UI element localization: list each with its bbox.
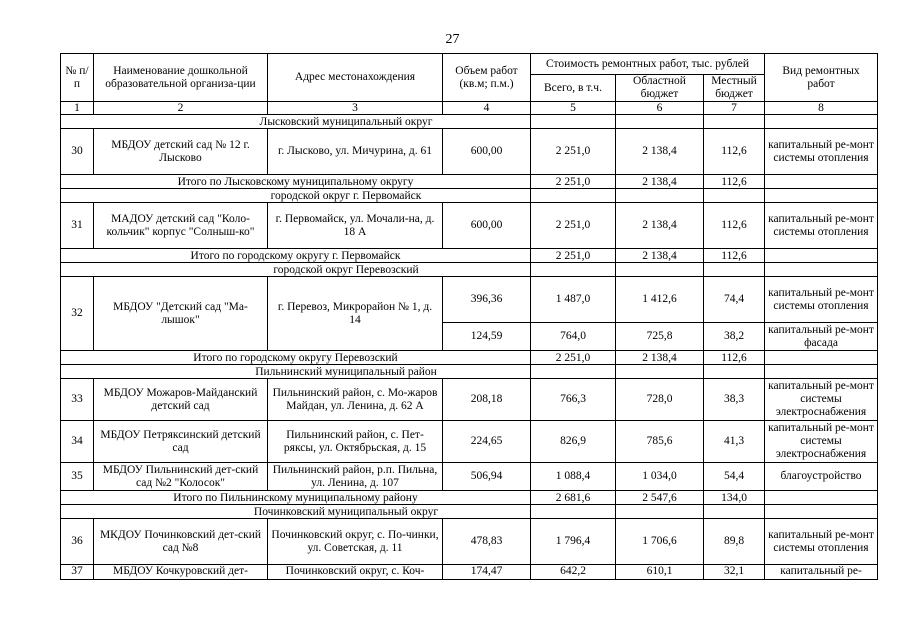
row-type: капитальный ре-монт системы отопления <box>765 277 878 323</box>
total-regional: 2 138,4 <box>616 249 704 263</box>
row-volume: 124,59 <box>443 323 531 351</box>
row-volume: 174,47 <box>443 565 531 580</box>
section-title-row <box>61 505 878 519</box>
total-row <box>61 249 878 263</box>
section-title-row <box>61 115 878 129</box>
header-name: Наименование дошкольной образовательной организа-ции <box>94 54 268 102</box>
row-name: МАДОУ детский сад "Коло-кольчик" корпус "Солныш-ко" <box>94 203 268 249</box>
total-sum: 2 251,0 <box>531 351 616 365</box>
row-no: 33 <box>61 379 94 421</box>
table-row <box>61 129 878 175</box>
total-local: 134,0 <box>704 491 765 505</box>
row-name: МБДОУ Пильнинский дет-ский сад №2 "Колосок" <box>94 463 268 491</box>
row-local: 41,3 <box>704 421 765 463</box>
row-address: Пильнинский район, с. Пет-ряксы, ул. Октябрьская, д. 15 <box>268 421 443 463</box>
row-no: 31 <box>61 203 94 249</box>
header-row <box>61 54 878 75</box>
section-title-row <box>61 189 878 203</box>
total-label: Итого по Лысковскому муниципальному округу <box>61 175 531 189</box>
row-volume: 600,00 <box>443 203 531 249</box>
colnum: 3 <box>268 102 443 115</box>
row-regional: 785,6 <box>616 421 704 463</box>
row-type: капитальный ре-монт системы электроснабжения <box>765 421 878 463</box>
total-label: Итого по городскому округу г. Первомайск <box>61 249 531 263</box>
total-local: 112,6 <box>704 249 765 263</box>
row-local: 38,2 <box>704 323 765 351</box>
section-title: Починковский муниципальный округ <box>61 505 531 519</box>
row-total: 2 251,0 <box>531 129 616 175</box>
row-name: МКДОУ Починковский дет-ский сад №8 <box>94 519 268 565</box>
row-regional: 1 034,0 <box>616 463 704 491</box>
row-address: г. Лысково, ул. Мичурина, д. 61 <box>268 129 443 175</box>
header-address: Адрес местонахождения <box>268 54 443 102</box>
row-volume: 396,36 <box>443 277 531 323</box>
row-name: МБДОУ Можаров-Майданский детский сад <box>94 379 268 421</box>
section-title: городской округ г. Первомайск <box>61 189 531 203</box>
row-name: МБДОУ Петряксинский детский сад <box>94 421 268 463</box>
colnum: 1 <box>61 102 94 115</box>
header-regional: Областной бюджет <box>616 75 704 102</box>
row-total: 826,9 <box>531 421 616 463</box>
table-row <box>61 519 878 565</box>
row-total: 2 251,0 <box>531 203 616 249</box>
row-no: 35 <box>61 463 94 491</box>
row-type: благоустройство <box>765 463 878 491</box>
total-sum: 2 251,0 <box>531 175 616 189</box>
section-title-row <box>61 263 878 277</box>
row-local: 89,8 <box>704 519 765 565</box>
row-name: МБДОУ "Детский сад "Ма-лышок" <box>94 277 268 351</box>
row-name: МБДОУ Кочкуровский дет- <box>94 565 268 580</box>
repair-works-table <box>60 53 878 580</box>
section-title-row <box>61 365 878 379</box>
row-type: капитальный ре- <box>765 565 878 580</box>
row-volume: 600,00 <box>443 129 531 175</box>
row-total: 1 088,4 <box>531 463 616 491</box>
row-volume: 208,18 <box>443 379 531 421</box>
row-local: 32,1 <box>704 565 765 580</box>
row-no: 32 <box>61 277 94 351</box>
row-type: капитальный ре-монт системы электроснабжения <box>765 379 878 421</box>
row-total: 1 487,0 <box>531 277 616 323</box>
header-local: Местный бюджет <box>704 75 765 102</box>
row-total: 642,2 <box>531 565 616 580</box>
row-total: 1 796,4 <box>531 519 616 565</box>
row-regional: 725,8 <box>616 323 704 351</box>
total-sum: 2 251,0 <box>531 249 616 263</box>
section-title: Лысковский муниципальный округ <box>61 115 531 129</box>
row-address: Пильнинский район, р.п. Пильна, ул. Ленина, д. 107 <box>268 463 443 491</box>
row-regional: 2 138,4 <box>616 129 704 175</box>
colnum: 4 <box>443 102 531 115</box>
row-address: Починковский округ, с. Коч- <box>268 565 443 580</box>
section-title: Пильнинский муниципальный район <box>61 365 531 379</box>
row-address: г. Первомайск, ул. Мочали-на, д. 18 А <box>268 203 443 249</box>
total-regional: 2 138,4 <box>616 175 704 189</box>
table-row <box>61 421 878 463</box>
row-local: 54,4 <box>704 463 765 491</box>
row-no: 36 <box>61 519 94 565</box>
row-local: 112,6 <box>704 203 765 249</box>
header-total: Всего, в т.ч. <box>531 75 616 102</box>
row-regional: 1 706,6 <box>616 519 704 565</box>
table-row <box>61 379 878 421</box>
row-volume: 478,83 <box>443 519 531 565</box>
row-regional: 610,1 <box>616 565 704 580</box>
total-label: Итого по городскому округу Перевозский <box>61 351 531 365</box>
table-row <box>61 463 878 491</box>
row-address: Пильнинский район, с. Мо-жаров Майдан, ул. Ленина, д. 62 А <box>268 379 443 421</box>
row-no: 30 <box>61 129 94 175</box>
row-local: 112,6 <box>704 129 765 175</box>
header-no: № п/п <box>61 54 94 102</box>
total-local: 112,6 <box>704 351 765 365</box>
table-row <box>61 203 878 249</box>
row-type: капитальный ре-монт системы отопления <box>765 129 878 175</box>
total-label: Итого по Пильнинскому муниципальному району <box>61 491 531 505</box>
row-total: 764,0 <box>531 323 616 351</box>
row-local: 74,4 <box>704 277 765 323</box>
row-type: капитальный ре-монт фасада <box>765 323 878 351</box>
colnum: 5 <box>531 102 616 115</box>
total-row <box>61 491 878 505</box>
header-type: Вид ремонтных работ <box>765 54 878 102</box>
section-title: городской округ Перевозский <box>61 263 531 277</box>
header-cost-group: Стоимость ремонтных работ, тыс. рублей <box>531 54 765 75</box>
table-row <box>61 277 878 323</box>
table-row <box>61 565 878 580</box>
row-type: капитальный ре-монт системы отопления <box>765 203 878 249</box>
colnum: 7 <box>704 102 765 115</box>
row-regional: 2 138,4 <box>616 203 704 249</box>
row-type: капитальный ре-монт системы отопления <box>765 519 878 565</box>
header-volume: Объем работ (кв.м; п.м.) <box>443 54 531 102</box>
total-sum: 2 681,6 <box>531 491 616 505</box>
row-no: 34 <box>61 421 94 463</box>
colnum: 2 <box>94 102 268 115</box>
row-regional: 1 412,6 <box>616 277 704 323</box>
row-address: г. Перевоз, Микрорайон № 1, д. 14 <box>268 277 443 351</box>
total-local: 112,6 <box>704 175 765 189</box>
row-name: МБДОУ детский сад № 12 г. Лысково <box>94 129 268 175</box>
row-local: 38,3 <box>704 379 765 421</box>
total-regional: 2 547,6 <box>616 491 704 505</box>
total-row <box>61 175 878 189</box>
row-no: 37 <box>61 565 94 580</box>
column-number-row <box>61 102 878 115</box>
row-total: 766,3 <box>531 379 616 421</box>
row-volume: 224,65 <box>443 421 531 463</box>
total-row <box>61 351 878 365</box>
row-regional: 728,0 <box>616 379 704 421</box>
colnum: 8 <box>765 102 878 115</box>
row-address: Починковский округ, с. По-чинки, ул. Советская, д. 11 <box>268 519 443 565</box>
page-number: 27 <box>445 32 460 47</box>
total-regional: 2 138,4 <box>616 351 704 365</box>
row-volume: 506,94 <box>443 463 531 491</box>
colnum: 6 <box>616 102 704 115</box>
